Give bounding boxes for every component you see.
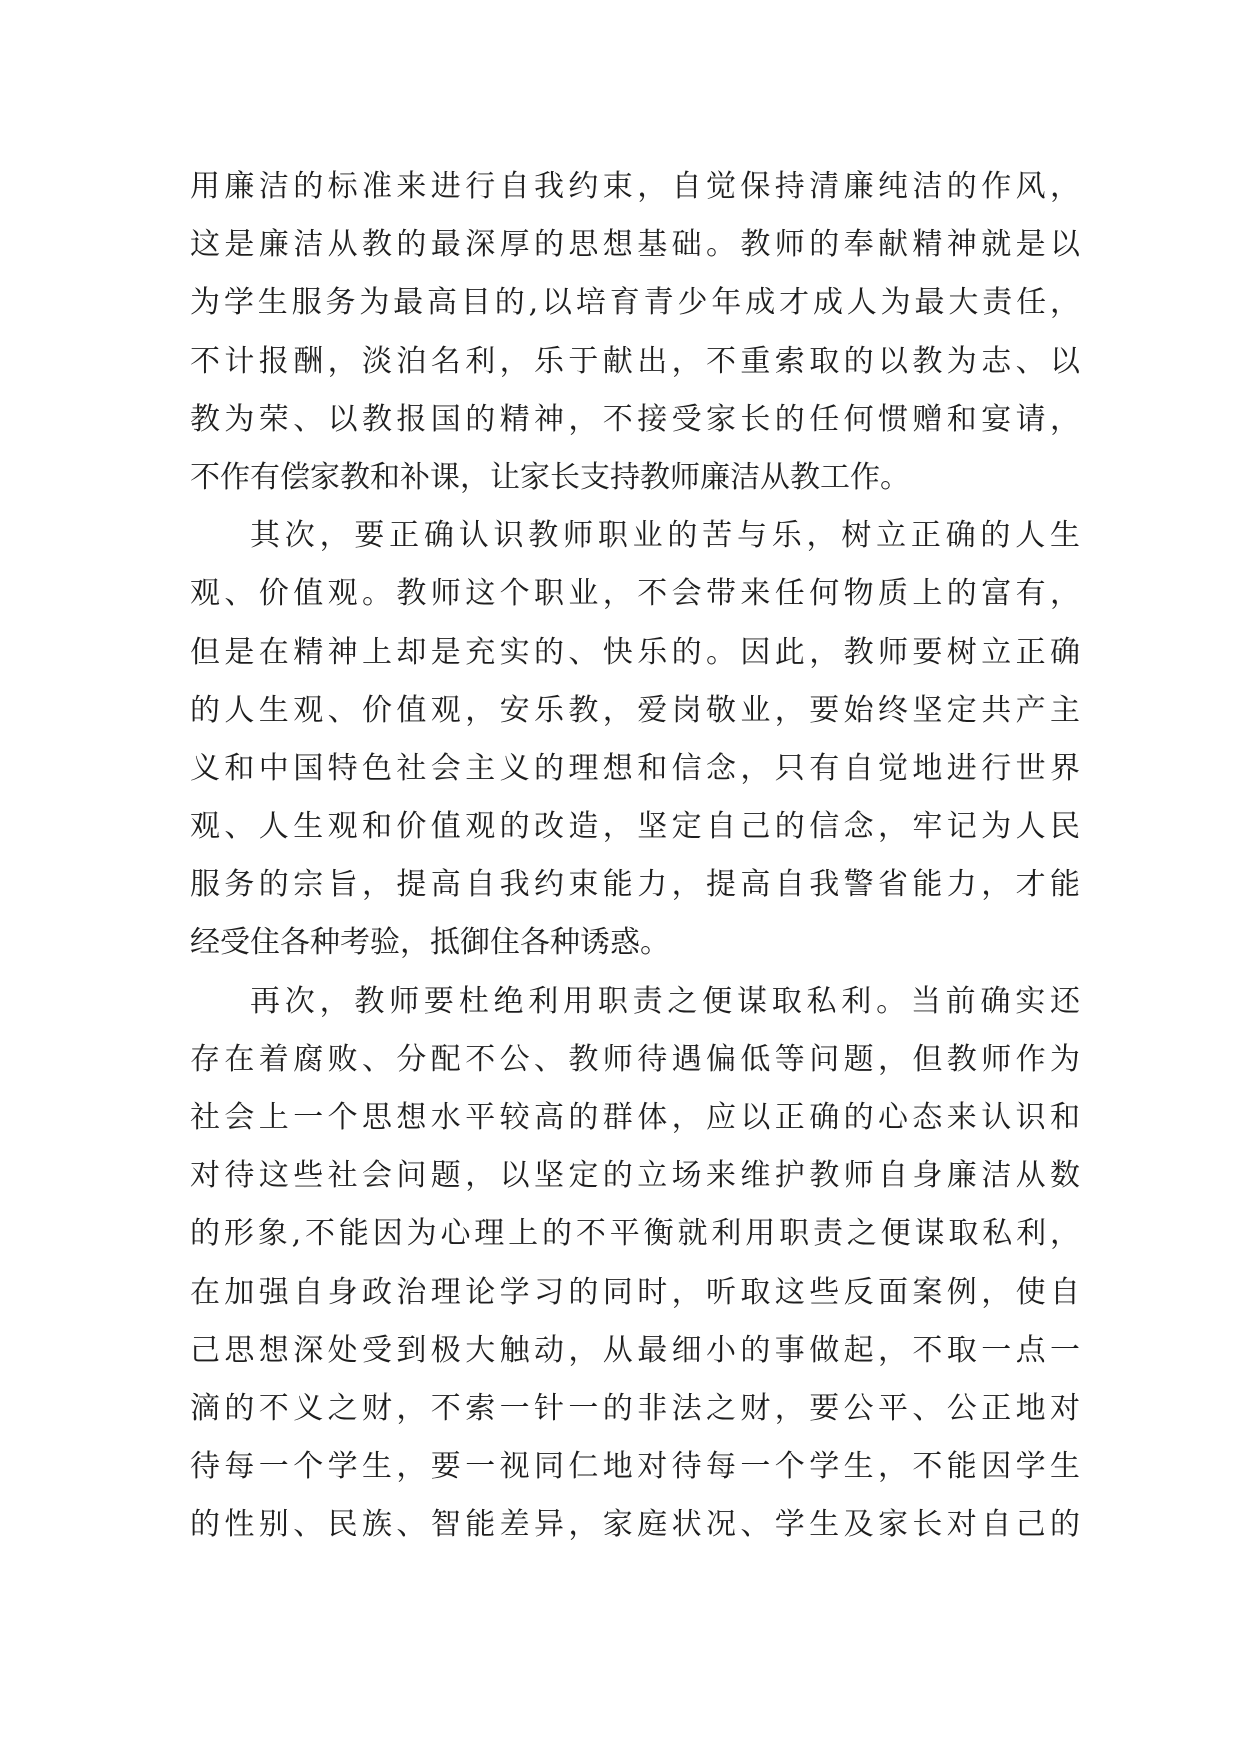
- text-line: 观、价值观。教师这个职业，不会带来任何物质上的富有，: [190, 576, 1080, 612]
- text-line: 对待这些社会问题，以坚定的立场来维护教师自身廉洁从数: [190, 1158, 1080, 1194]
- text-line: 为学生服务为最高目的,以培育青少年成才成人为最大责任，: [190, 285, 1080, 321]
- text-line: 不计报酬，淡泊名利，乐于献出，不重索取的以教为志、以: [190, 343, 1080, 379]
- text-line: 服务的宗旨，提高自我约束能力，提高自我警省能力，才能: [190, 867, 1080, 903]
- text-line: 的形象,不能因为心理上的不平衡就利用职责之便谋取私利，: [190, 1216, 1080, 1252]
- text-line: 其次，要正确认识教师职业的苦与乐，树立正确的人生: [250, 518, 1080, 554]
- text-line: 观、人生观和价值观的改造，坚定自己的信念，牢记为人民: [190, 809, 1080, 845]
- text-line: 义和中国特色社会主义的理想和信念，只有自觉地进行世界: [190, 750, 1080, 786]
- text-line: 用廉洁的标准来进行自我约束，自觉保持清廉纯洁的作风，: [190, 169, 1080, 204]
- body-text: [190, 158, 1080, 1555]
- text-line: 社会上一个思想水平较高的群体，应以正确的心态来认识和: [190, 1100, 1080, 1135]
- text-line: 但是在精神上却是充实的、快乐的。因此，教师要树立正确: [190, 634, 1080, 670]
- text-line: 经受住各种考验，抵御住各种诱惑。: [190, 925, 670, 961]
- text-line: 不作有偿家教和补课，让家长支持教师廉洁从教工作。: [190, 459, 910, 495]
- text-line: 存在着腐败、分配不公、教师待遇偏低等问题，但教师作为: [190, 1041, 1080, 1077]
- text-line: 己思想深处受到极大触动，从最细小的事做起，不取一点一: [190, 1332, 1080, 1368]
- text-line: 教为荣、以教报国的精神，不接受家长的任何惯赠和宴请，: [190, 401, 1080, 437]
- text-line: 的性别、民族、智能差异，家庭状况、学生及家长对自己的: [190, 1507, 1080, 1543]
- text-line: 这是廉洁从教的最深厚的思想基础。教师的奉献精神就是以: [190, 227, 1080, 263]
- text-line: 的人生观、价值观，安乐教，爱岗敬业，要始终坚定共产主: [190, 692, 1080, 728]
- text-line: 滴的不义之财，不索一针一的非法之财，要公平、公正地对: [190, 1390, 1080, 1426]
- text-line: 再次，教师要杜绝利用职责之便谋取私利。当前确实还: [250, 983, 1080, 1019]
- text-line: 在加强自身政治理论学习的同时，听取这些反面案例，使自: [190, 1274, 1080, 1310]
- text-line: 待每一个学生，要一视同仁地对待每一个学生，不能因学生: [190, 1449, 1080, 1485]
